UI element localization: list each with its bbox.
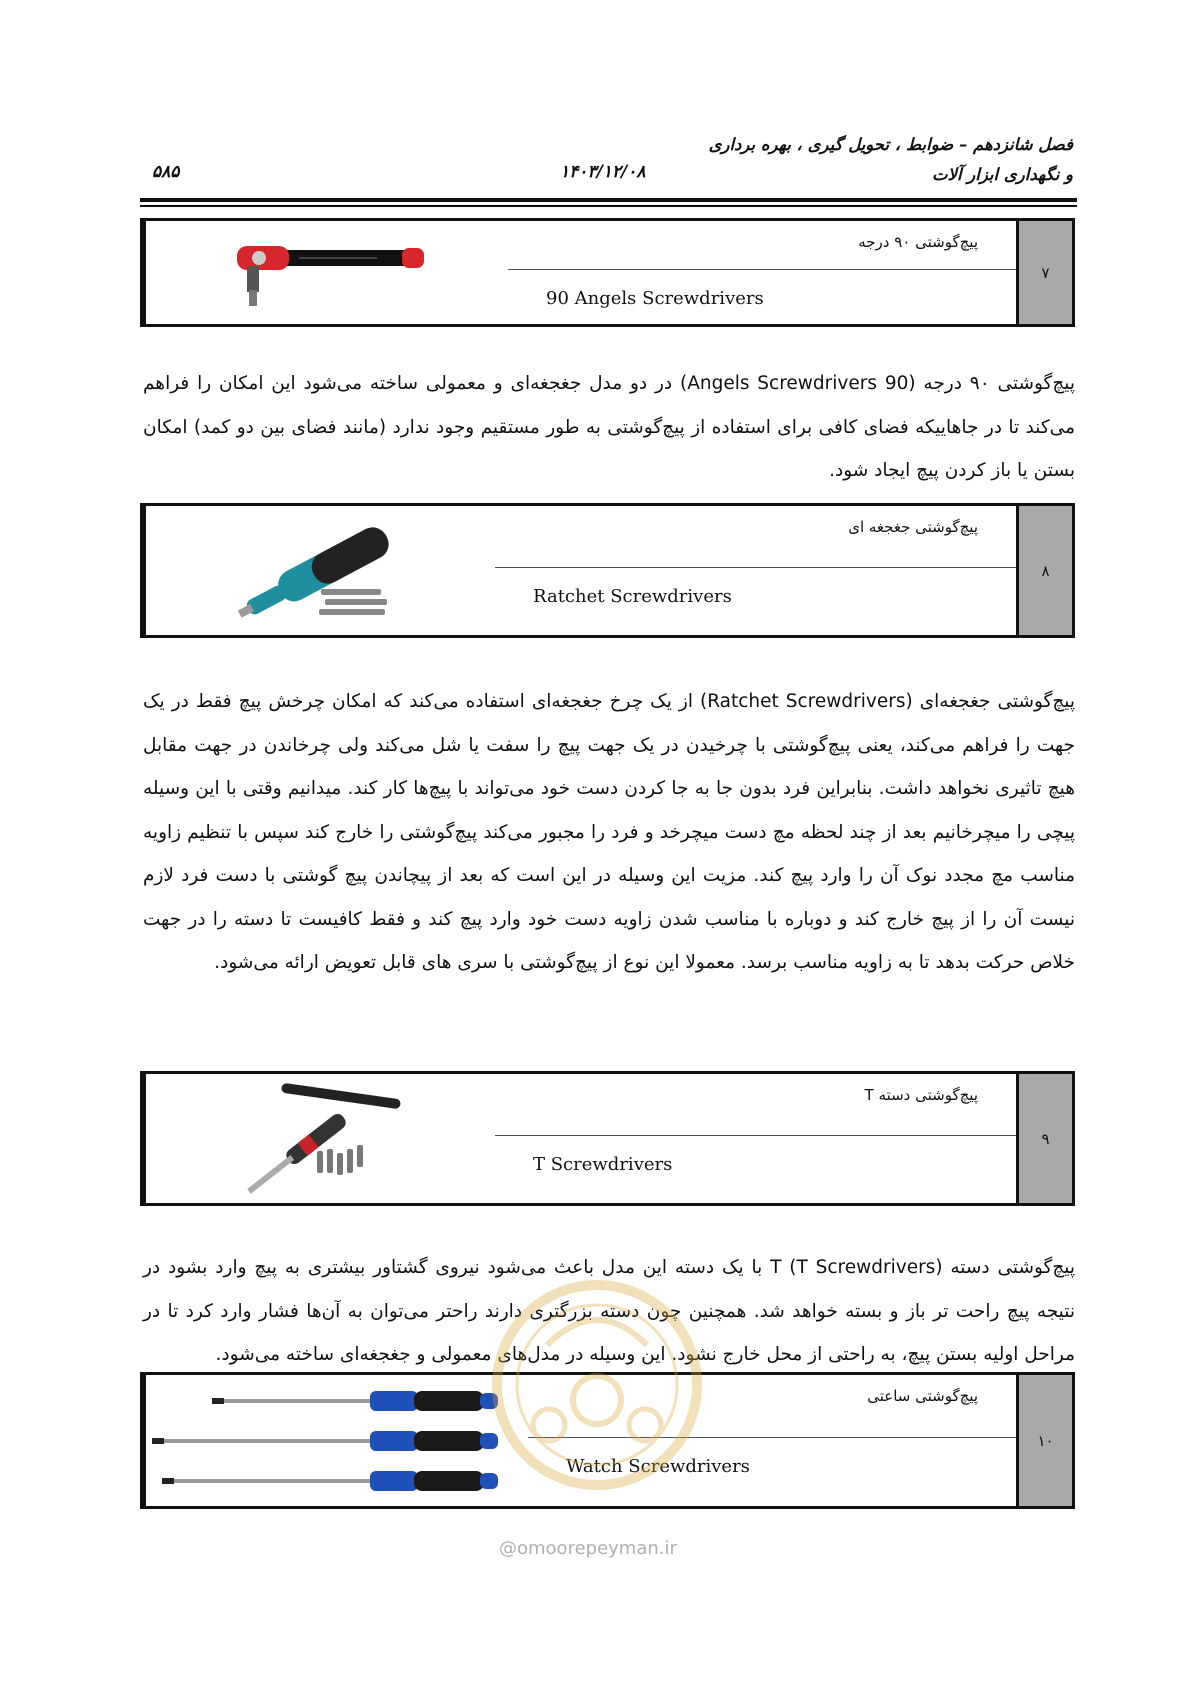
- tool-name-en: Ratchet Screwdrivers: [533, 586, 732, 607]
- t-screwdriver-icon: [221, 1079, 421, 1199]
- tool-image-cell: [143, 1375, 528, 1506]
- paragraph-angle: پیچ‌گوشتی ۹۰ درجه (90 Angels Screwdrivers) در دو مدل جغجغه‌ای و معمولی ساخته می‌شود این امکان را فراهم می‌کند تا در جاهاییکه فضای کافی برای استفاده از پیچ‌گوشتی به طور مستقیم وجود ندارد (مانند فضای بین دو کمد) امکان بستن یا باز کردن پیچ ایجاد شود.: [143, 373, 1076, 481]
- tool-image-cell: [143, 1074, 495, 1203]
- tool-image-cell: [143, 221, 508, 324]
- tool-name-en: Watch Screwdrivers: [566, 1456, 750, 1477]
- row-number: ۸: [1016, 506, 1072, 635]
- header-rule-thin: [140, 205, 1077, 207]
- header-rule-thick: [140, 198, 1077, 202]
- tool-name-cell: [495, 1074, 1016, 1203]
- page-number: ۵۸۵: [152, 162, 180, 182]
- chapter-title: [709, 130, 1073, 190]
- tool-name-fa: پیچ‌گوشتی ساعتی: [528, 1375, 1016, 1438]
- ratchet-screwdriver-icon: [221, 511, 421, 631]
- tool-row-9: [140, 1071, 1075, 1206]
- row-number: ۷: [1016, 221, 1072, 324]
- row-number: ۱۰: [1016, 1375, 1072, 1506]
- tool-row-7: [140, 218, 1075, 327]
- row-number: ۹: [1016, 1074, 1072, 1203]
- watermark-logo-icon: [487, 1275, 707, 1495]
- footer-watermark: @omoorepeyman.ir: [499, 1538, 677, 1559]
- paragraph-t-handle: پیچ‌گوشتی دسته T (T Screwdrivers) با یک دسته این مدل باعث می‌شود نیروی گشتاور بیشتری به پیچ وارد بشود در نتیجه پیچ راحت تر باز و بسته خواهد شد. همچنین چون دسته بزرگتری دارند راحتر می‌توان به آن‌ها فشار وارد کرد تا در مراحل اولیه بستن پیچ، به راحتی از محل خارج نشود. این وسیله در مدل‌های معمولی و جغجغه‌ای ساخته می‌شود.: [143, 1257, 1075, 1365]
- tool-name-en: T Screwdrivers: [533, 1154, 673, 1175]
- tool-name-fa: پیچ‌گوشتی ۹۰ درجه: [508, 221, 1016, 270]
- tool-name-cell: [495, 506, 1016, 635]
- header-date: ۱۴۰۳/۱۲/۰۸: [560, 162, 646, 182]
- tool-name-cell: [508, 221, 1016, 324]
- tool-row-8: [140, 503, 1075, 638]
- tool-name-fa: پیچ‌گوشتی جغجغه ای: [495, 506, 1016, 568]
- tool-image-cell: [143, 506, 495, 635]
- tool-name-en: 90 Angels Screwdrivers: [546, 288, 764, 309]
- angle-screwdriver-icon: [207, 228, 447, 318]
- watch-screwdriver-icon: [152, 1381, 522, 1501]
- chapter-title-line1: فصل شانزدهم – ضوابط ، تحویل گیری ، بهره برداری: [708, 135, 1073, 154]
- tool-name-fa: پیچ‌گوشتی دسته T: [495, 1074, 1016, 1136]
- chapter-title-line2: و نگهداری ابزار آلات: [932, 165, 1073, 184]
- paragraph-ratchet: پیچ‌گوشتی جغجغه‌ای (Ratchet Screwdrivers) از یک چرخ جغجغه‌ای استفاده می‌کند که امکان چرخش پیچ فقط در یک جهت را فراهم می‌کند، یعنی پیچ‌گوشتی با چرخیدن در یک جهت پیچ را سفت یا شل می‌کند ولی چرخاندن در جهت مقابل هیچ تاثیری نخواهد داشت. بنابراین فرد بدون جا به جا کردن دست خود می‌تواند با پیچ‌ها کار کند. میدانیم وقتی با این وسیله پیچی را میچرخانیم بعد از چند لحظه مچ دست میچرخد و فرد را مجبور می‌کند پیچ‌گوشتی را خارج کند سپس با تنظیم زاویه مناسب مچ مجدد نوک آن را وارد پیچ کند. مزیت این وسیله در این است که بعد از پیچاندن پیچ گوشتی با دست فرد لازم نیست آن را از پیچ خارج کند و دوباره با مناسب شدن زاویه دست خود وارد پیچ کند و فقط کافیست تا دسته را در جهت خلاص حرکت بدهد تا به زاویه مناسب برسد. معمولا این نوع از پیچ‌گوشتی با سری های قابل تعویض ارائه می‌شود.: [143, 691, 1075, 973]
